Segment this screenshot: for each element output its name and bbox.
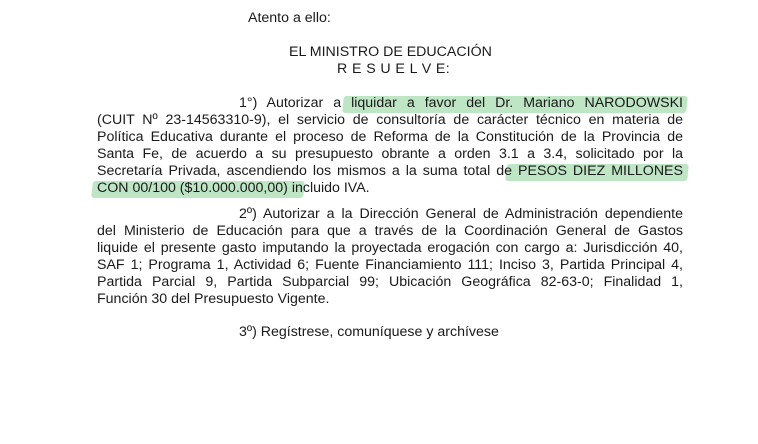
art1-line-6: CON 00/100 ($10.000.000,00) incluido IVA. [97, 180, 370, 196]
art1-line-1: 1°) Autorizar a liquidar a favor del Dr. Mariano NARODOWSKI [239, 95, 683, 111]
art2-line-4: SAF 1; Programa 1, Actividad 6; Fuente Financiamiento 111; Inciso 3, Partida Principal 4, [97, 257, 683, 273]
art1-line-5: Secretaría Privada, ascendiendo los mismos a la suma total de PESOS DIEZ MILLONES [97, 163, 683, 179]
art2-line-6: Función 30 del Presupuesto Vigente. [97, 291, 330, 307]
art2-line-1: 2º) Autorizar a la Dirección General de Administración dependiente [239, 206, 683, 222]
heading-subtitle: R E S U E L V E: [337, 61, 451, 77]
intro-text: Atento a ello: [248, 10, 331, 26]
art2-line-5: Partida Parcial 9, Partida Subparcial 99; Ubicación Geográfica 82-63-0; Finalidad 1, [97, 274, 683, 290]
art2-line-2: del Ministerio de Educación para que a través de la Coordinación General de Gastos [97, 223, 683, 239]
art2-line-3: liquide el presente gasto imputando la proyectada erogación con cargo a: Jurisdicción 40, [97, 240, 683, 256]
art3-text: 3º) Regístrese, comuníquese y archívese [239, 324, 499, 340]
document-page [97, 0, 683, 444]
art1-line-3: Política Educativa durante el proceso de Reforma de la Constitución de la Provincia de [97, 129, 683, 145]
art1-line-4: Santa Fe, de acuerdo a su presupuesto obrante a orden 3.1 a 3.4, solicitado por la [97, 146, 683, 162]
heading-title: EL MINISTRO DE EDUCACIÓN [289, 44, 492, 60]
art1-line-2: (CUIT Nº 23-14563310-9), el servicio de consultoría de carácter técnico en materia de [97, 112, 683, 128]
